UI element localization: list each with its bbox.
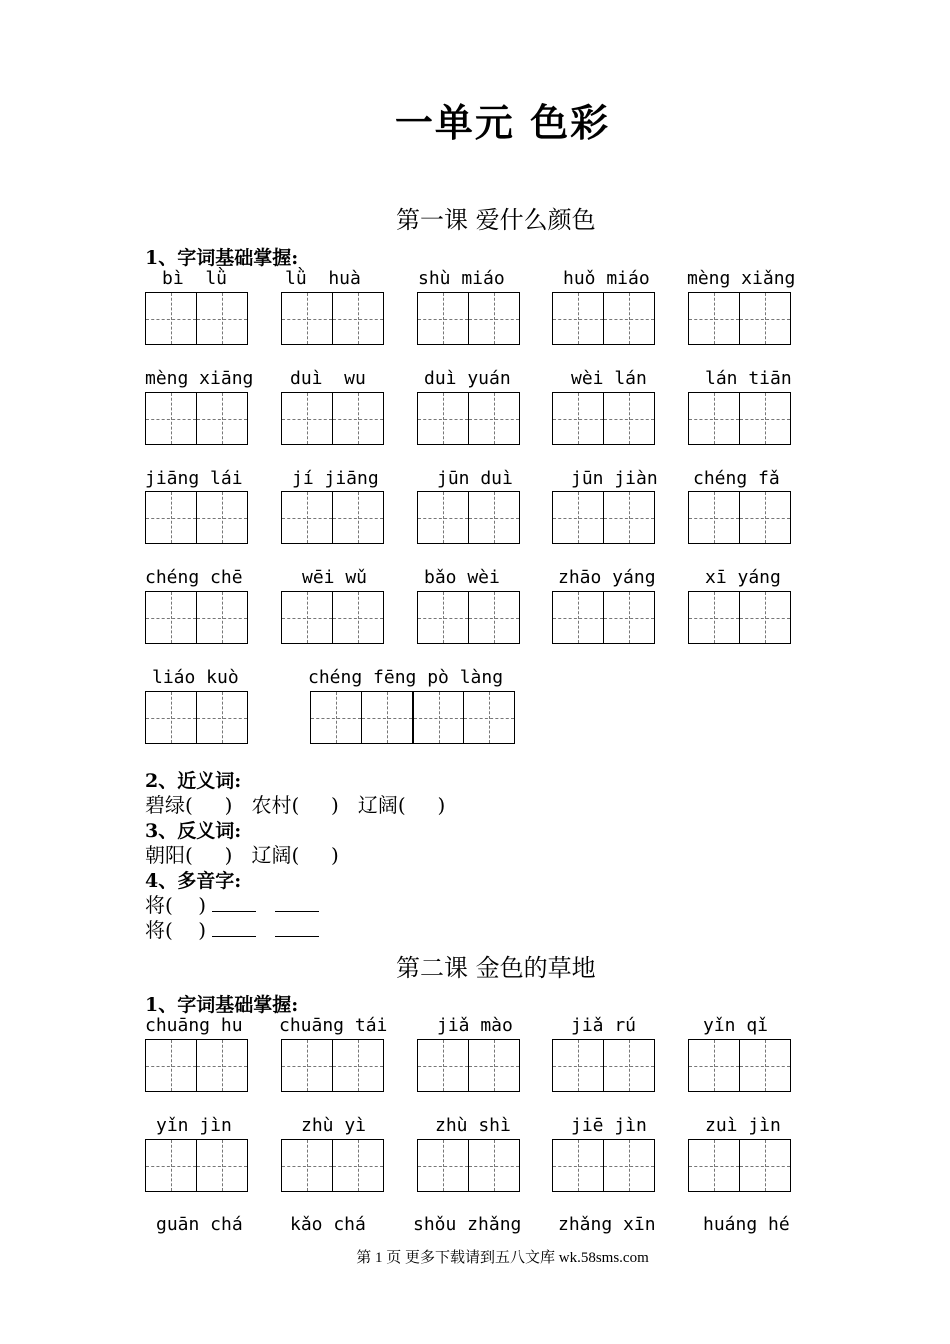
answer-blank[interactable] — [212, 918, 256, 937]
pinyin-label: chéng fēng pò làng — [308, 667, 504, 688]
pinyin-label: yǐn qǐ — [703, 1015, 769, 1036]
writing-grid[interactable] — [552, 1039, 654, 1092]
lesson2-section1-heading: 1、字词基础掌握: — [145, 994, 299, 1016]
pinyin-label: duì yuán — [424, 368, 511, 389]
pinyin-label: kǎo chá — [290, 1214, 366, 1235]
writing-grid[interactable] — [281, 491, 383, 544]
pinyin-label: chéng chē — [145, 567, 243, 588]
pinyin-label: jiē jìn — [571, 1115, 647, 1136]
polyphone-exercise — [145, 914, 319, 943]
writing-grid[interactable] — [281, 1139, 383, 1192]
pinyin-label: xī yáng — [705, 567, 781, 588]
pinyin-label: guān chá — [156, 1214, 243, 1235]
writing-grid[interactable] — [417, 591, 519, 644]
writing-grid[interactable] — [145, 491, 247, 544]
writing-grid[interactable] — [552, 491, 654, 544]
pinyin-label: mèng xiǎng — [687, 268, 796, 289]
pinyin-label: jiǎ rú — [571, 1015, 637, 1036]
writing-grid[interactable] — [688, 392, 790, 445]
writing-grid[interactable] — [145, 691, 247, 744]
polyphone-heading: 4、多音字: — [145, 870, 242, 892]
pinyin-label: bì lǜ — [162, 268, 228, 289]
writing-grid[interactable] — [417, 1039, 519, 1092]
synonym-heading: 2、近义词: — [145, 770, 242, 792]
pinyin-label: zuì jìn — [705, 1115, 781, 1136]
lesson2-title: 第二课 金色的草地 — [396, 954, 596, 982]
pinyin-label: wèi lán — [571, 368, 647, 389]
writing-grid[interactable] — [417, 491, 519, 544]
answer-blank[interactable] — [275, 893, 319, 912]
writing-grid[interactable] — [417, 1139, 519, 1192]
pinyin-label: chuāng hu — [145, 1015, 243, 1036]
pinyin-label: zhù yì — [301, 1115, 367, 1136]
answer-blank[interactable] — [212, 893, 256, 912]
polyphone-label: 将( ) — [145, 918, 207, 942]
pinyin-label: shǒu zhǎng — [413, 1214, 522, 1235]
pinyin-label: lán tiān — [705, 368, 792, 389]
pinyin-label: huǒ miáo — [563, 268, 650, 289]
writing-grid[interactable] — [417, 292, 519, 345]
writing-grid[interactable] — [552, 392, 654, 445]
writing-grid[interactable] — [552, 292, 654, 345]
antonym-heading: 3、反义词: — [145, 820, 242, 842]
pinyin-label: jūn duì — [437, 468, 513, 489]
pinyin-label: jiāng lái — [145, 468, 243, 489]
writing-grid[interactable] — [417, 392, 519, 445]
writing-grid[interactable] — [145, 292, 247, 345]
writing-grid[interactable] — [552, 591, 654, 644]
unit-title: 一单元 色彩 — [394, 100, 611, 145]
polyphone-label: 将( ) — [145, 893, 207, 917]
writing-grid[interactable] — [688, 1039, 790, 1092]
synonym-exercise: 碧绿( ) 农村( ) 辽阔( ) — [145, 793, 446, 817]
pinyin-label: zhǎng xīn — [558, 1214, 656, 1235]
writing-grid[interactable] — [145, 591, 247, 644]
pinyin-label: chéng fǎ — [693, 468, 780, 489]
antonym-exercise: 朝阳( ) 辽阔( ) — [145, 843, 339, 867]
writing-grid[interactable] — [281, 292, 383, 345]
page-footer: 第 1 页 更多下载请到五八文库 wk.58sms.com — [356, 1250, 649, 1266]
pinyin-label: jiǎ mào — [437, 1015, 513, 1036]
pinyin-label: huáng hé — [703, 1214, 790, 1235]
pinyin-label: wēi wǔ — [302, 567, 368, 588]
pinyin-label: lǜ huà — [285, 268, 361, 289]
pinyin-label: jūn jiàn — [571, 468, 658, 489]
writing-grid[interactable] — [281, 392, 383, 445]
pinyin-label: shù miáo — [418, 268, 505, 289]
writing-grid[interactable] — [145, 1039, 247, 1092]
pinyin-label: duì wu — [290, 368, 366, 389]
writing-grid[interactable] — [281, 1039, 383, 1092]
writing-grid[interactable] — [688, 491, 790, 544]
pinyin-label: jí jiāng — [292, 468, 379, 489]
writing-grid[interactable] — [281, 591, 383, 644]
pinyin-label: mèng xiāng — [145, 368, 254, 389]
writing-grid[interactable] — [688, 292, 790, 345]
writing-grid[interactable] — [145, 392, 247, 445]
writing-grid[interactable] — [688, 1139, 790, 1192]
pinyin-label: yǐn jìn — [156, 1115, 232, 1136]
writing-grid[interactable] — [552, 1139, 654, 1192]
writing-grid[interactable] — [145, 1139, 247, 1192]
pinyin-label: zhāo yáng — [558, 567, 656, 588]
writing-grid[interactable] — [688, 591, 790, 644]
writing-grid-idiom[interactable] — [310, 691, 514, 744]
lesson1-title: 第一课 爱什么颜色 — [396, 206, 596, 234]
pinyin-label: chuāng tái — [279, 1015, 388, 1036]
pinyin-label: liáo kuò — [152, 667, 239, 688]
pinyin-label: bǎo wèi — [424, 567, 500, 588]
answer-blank[interactable] — [275, 918, 319, 937]
lesson1-section1-heading: 1、字词基础掌握: — [145, 247, 299, 269]
pinyin-label: zhù shì — [435, 1115, 511, 1136]
